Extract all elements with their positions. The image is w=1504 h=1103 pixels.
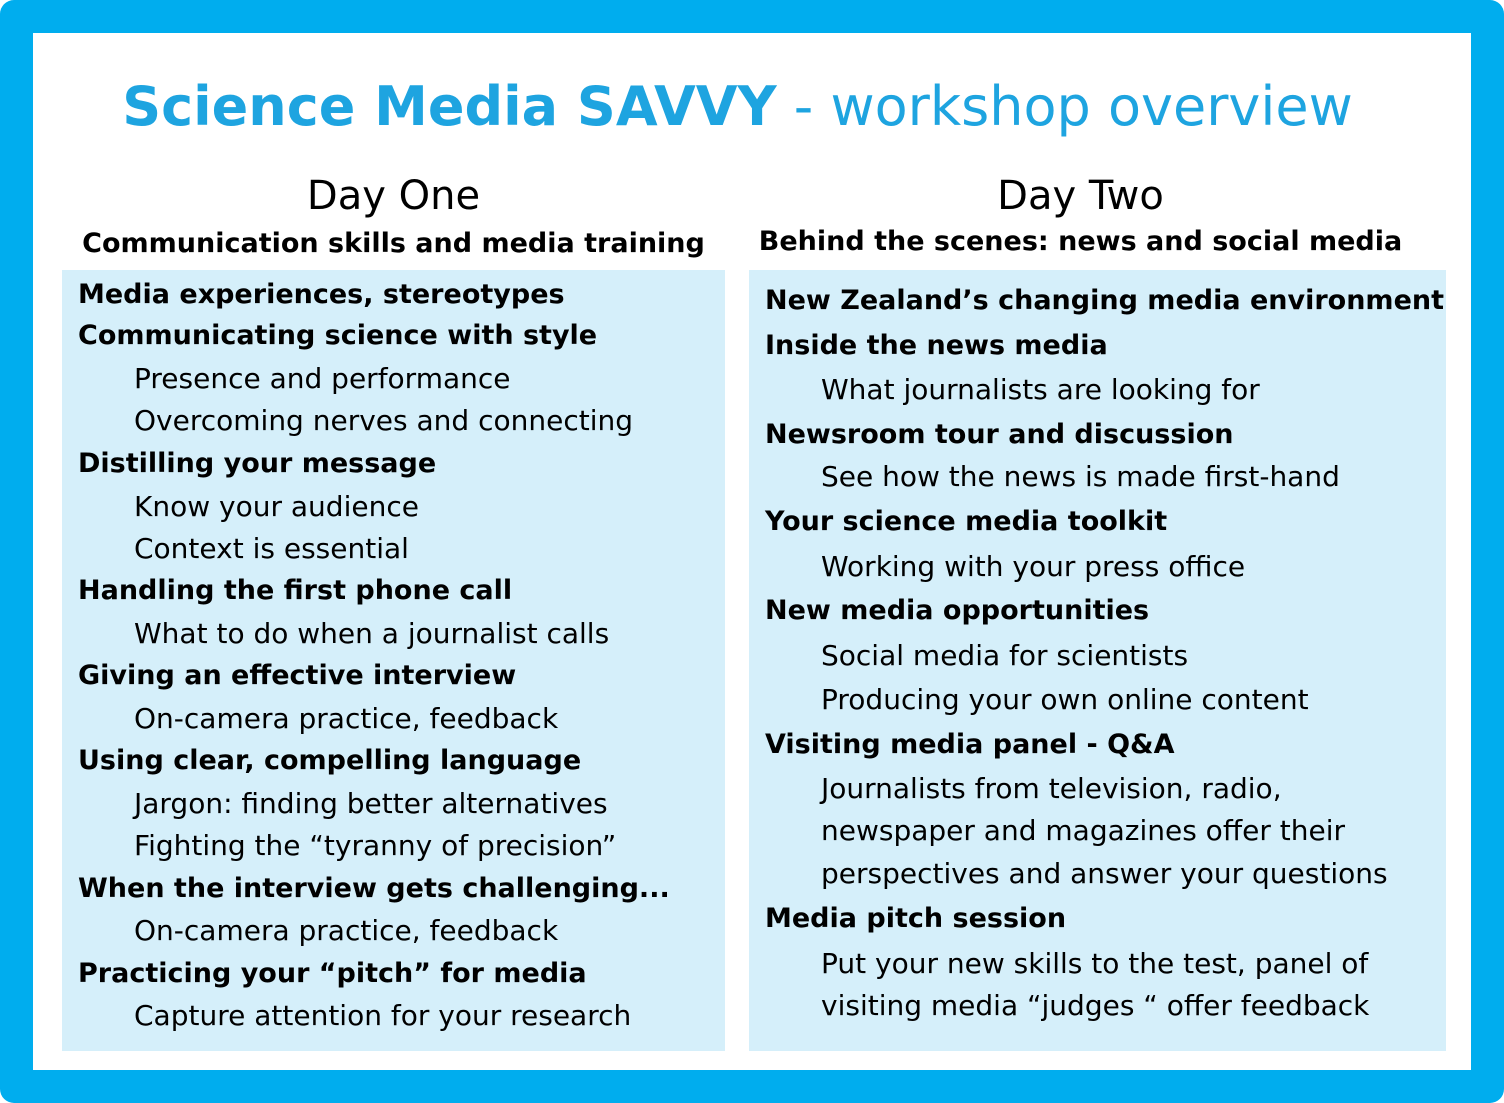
title-bold-part: Science Media SAVVY: [122, 75, 777, 138]
day-one-topic: Communicating science with style: [78, 320, 598, 351]
day-one-subtopic: Fighting the “tyranny of precision”: [134, 829, 617, 862]
day-two-topic: New Zealand’s changing media environment: [765, 285, 1445, 316]
day-one-agenda-panel: [62, 270, 725, 1051]
day-one-subtopic: Presence and performance: [134, 362, 511, 395]
day-two-subtopic: Social media for scientists: [821, 639, 1189, 672]
day-one-topic: Handling the first phone call: [78, 575, 513, 606]
day-two-subtopic: visiting media “judges “ offer feedback: [821, 989, 1370, 1022]
day-two-heading: Day Two: [997, 173, 1164, 219]
day-one-topic: Practicing your “pitch” for media: [78, 958, 587, 989]
day-one-subheading: Communication skills and media training: [82, 228, 705, 259]
day-two-subtopic: Producing your own online content: [821, 683, 1309, 716]
day-two-topic: Inside the news media: [765, 330, 1108, 361]
day-two-subtopic: perspectives and answer your questions: [821, 857, 1388, 890]
day-two-agenda-panel: [749, 270, 1446, 1051]
day-two-topic: Media pitch session: [765, 903, 1067, 934]
day-two-subtopic: Journalists from television, radio,: [821, 772, 1282, 805]
day-one-subtopic: On-camera practice, feedback: [134, 702, 559, 735]
day-one-subtopic: Overcoming nerves and connecting: [134, 404, 633, 437]
day-two-subtopic: Working with your press office: [821, 550, 1246, 583]
day-one-topic: When the interview gets challenging...: [78, 873, 670, 904]
day-two-subtopic: Put your new skills to the test, panel of: [821, 947, 1369, 980]
title-rest: - workshop overview: [776, 75, 1353, 138]
day-two-subheading: Behind the scenes: news and social media: [758, 226, 1403, 257]
day-one-subtopic: On-camera practice, feedback: [134, 914, 559, 947]
day-one-topic: Giving an effective interview: [78, 660, 517, 691]
day-two-topic: Your science media toolkit: [765, 506, 1168, 537]
day-one-subtopic: Know your audience: [134, 490, 419, 523]
day-two-subtopic: What journalists are looking for: [821, 373, 1260, 406]
day-one-topic: Using clear, compelling language: [78, 745, 582, 776]
day-two-topic: New media opportunities: [765, 595, 1150, 626]
day-one-topic: Distilling your message: [78, 448, 437, 479]
day-one-subtopic: Jargon: finding better alternatives: [134, 787, 608, 820]
day-one-heading: Day One: [306, 173, 481, 219]
day-one-subtopic: Capture attention for your research: [134, 999, 632, 1032]
day-two-topic: Visiting media panel - Q&A: [765, 729, 1175, 760]
page-title: [0, 72, 1475, 142]
day-two-subtopic: newspaper and magazines offer their: [821, 814, 1345, 847]
day-one-topic: Media experiences, stereotypes: [78, 279, 565, 310]
day-two-topic: Newsroom tour and discussion: [765, 419, 1234, 450]
day-one-subtopic: Context is essential: [134, 532, 409, 565]
day-one-subtopic: What to do when a journalist calls: [134, 617, 610, 650]
day-two-subtopic: See how the news is made first-hand: [821, 460, 1340, 493]
